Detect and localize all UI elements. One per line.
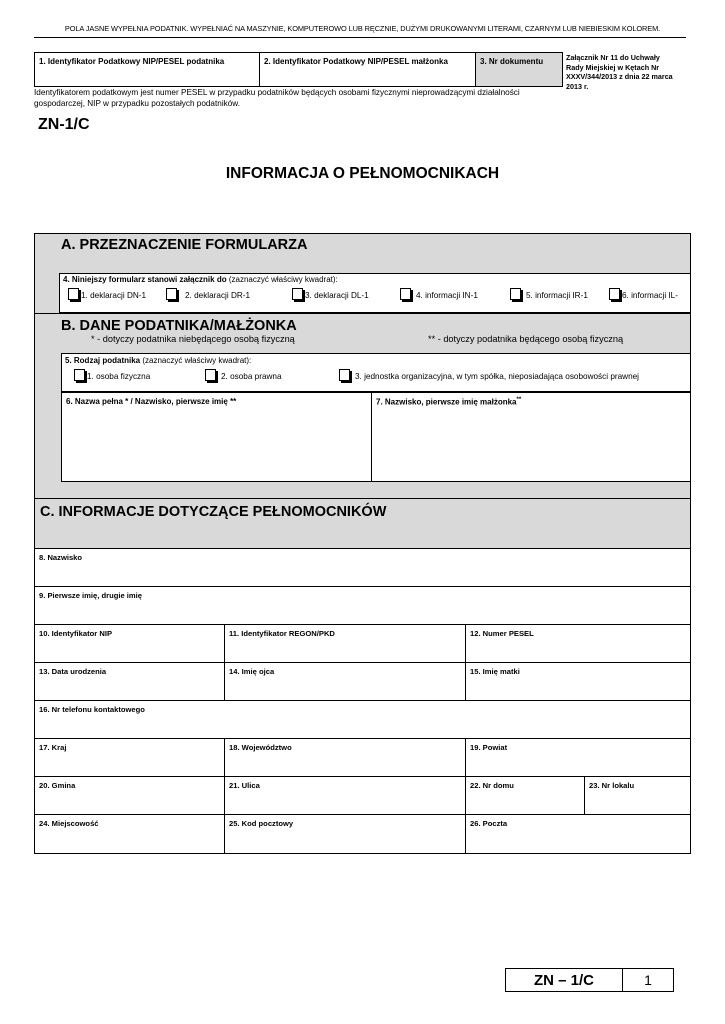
field-9-label: 9. Pierwsze imię, drugie imię [39, 591, 142, 600]
field-4-label [63, 275, 338, 284]
form-title: INFORMACJA O PEŁNOMOCNIKACH [225, 165, 500, 182]
field-24-city[interactable] [34, 814, 225, 854]
footer-page-number: 1 [622, 968, 674, 992]
field-16-label: 16. Nr telefonu kontaktowego [39, 705, 145, 714]
checkbox-dl1-label: 3. deklaracji DL-1 [305, 291, 369, 300]
identifier-info-line: gospodarczej, NIP w przypadku pozostałych podatników. [34, 99, 241, 108]
field-24-label: 24. Miejscowość [39, 819, 99, 828]
field-7-spouse-name[interactable] [371, 392, 691, 482]
spouse-id-field[interactable] [259, 52, 476, 87]
checkbox-dl1[interactable] [292, 288, 369, 300]
annex-line: Rady Miejskiej w Kętach Nr [566, 62, 660, 72]
checkbox-il-label: 6. informacji IL- [622, 291, 678, 300]
field-10-nip[interactable] [34, 624, 225, 663]
checkbox-square-icon [339, 369, 350, 381]
field-21-label: 21. Ulica [229, 781, 260, 790]
checkbox-dr1-label: 2. deklaracji DR-1 [185, 291, 251, 300]
fill-instruction: POLA JASNE WYPEŁNIA PODATNIK. WYPEŁNIAĆ NA MASZYNIE, KOMPUTEROWO LUB RĘCZNIE, DUŻYMI DRUKOWANYMI LITERAMI, CZARNYM LUB NIEBIESKIM KOLOREM. [64, 24, 661, 33]
section-a-title: A. PRZEZNACZENIE FORMULARZA [61, 237, 308, 253]
section-b-title: B. DANE PODATNIKA/MAŁŻONKA [61, 318, 297, 334]
field-18-voivodeship[interactable] [224, 738, 466, 777]
identifier-info-line: Identyfikatorem podatkowym jest numer PESEL w przypadku podatników będących osobami fizycznymi nieprowadzącymi działalności [34, 88, 520, 97]
section-c [34, 498, 691, 549]
note-natural-person: ** - dotyczy podatnika będącego osobą fizyczną [428, 334, 624, 344]
field-19-county[interactable] [465, 738, 691, 777]
field-17-country[interactable] [34, 738, 225, 777]
field-16-phone[interactable] [34, 700, 691, 739]
taxpayer-id-field[interactable] [34, 52, 260, 87]
annex-line: Załącznik Nr 11 do Uchwały [566, 53, 660, 62]
checkbox-in1-label: 4. informacji IN-1 [416, 291, 478, 300]
checkbox-organizational-unit-label: 3. jednostka organizacyjna, w tym spółka, nieposiadająca osobowości prawnej [355, 372, 639, 381]
field-7-superscript: ** [516, 397, 522, 403]
section-c-title: C. INFORMACJE DOTYCZĄCE PEŁNOMOCNIKÓW [40, 504, 387, 520]
field-12-pesel[interactable] [465, 624, 691, 663]
field-11-label: 11. Identyfikator REGON/PKD [229, 629, 335, 638]
field-13-label: 13. Data urodzenia [39, 667, 107, 676]
checkbox-square-icon [166, 288, 177, 300]
field-15-label: 15. Imię matki [470, 667, 520, 676]
field-21-street[interactable] [224, 776, 466, 815]
checkbox-in1[interactable] [400, 288, 478, 300]
top-divider [34, 37, 686, 38]
field-26-post-office[interactable] [465, 814, 691, 854]
field-7-label [376, 397, 521, 407]
field-20-municipality[interactable] [34, 776, 225, 815]
annex-line: 2013 r. [566, 81, 589, 91]
checkbox-square-icon [292, 288, 303, 300]
checkbox-ir1[interactable] [510, 288, 588, 300]
field-22-label: 22. Nr domu [470, 781, 514, 790]
field-6-full-name[interactable] [61, 392, 372, 482]
checkbox-square-icon [74, 369, 85, 381]
identifier-info [34, 87, 554, 109]
field-18-label: 18. Województwo [229, 743, 292, 752]
field-6-label: 6. Nazwa pełna * / Nazwisko, pierwsze imię ** [66, 397, 237, 406]
field-5 [61, 353, 691, 392]
checkbox-square-icon [400, 288, 411, 300]
checkbox-natural-person-label: 1. osoba fizyczna [87, 372, 151, 381]
checkbox-legal-person[interactable] [205, 369, 282, 381]
field-4-label-note: (zaznaczyć właściwy kwadrat): [226, 275, 338, 284]
annex-line: XXXV/344/2013 z dnia 22 marca [566, 72, 673, 82]
checkbox-dn1-label: 1. deklaracji DN-1 [81, 291, 147, 300]
checkbox-ir1-label: 5. informacji IR-1 [526, 291, 588, 300]
field-10-label: 10. Identyfikator NIP [39, 629, 113, 638]
field-14-label: 14. Imię ojca [229, 667, 275, 676]
checkbox-square-icon [68, 288, 79, 300]
field-22-house-number[interactable] [465, 776, 585, 815]
field-9-first-names[interactable] [34, 586, 691, 625]
field-11-regon[interactable] [224, 624, 466, 663]
field-5-label [65, 356, 251, 365]
field-5-label-note: (zaznaczyć właściwy kwadrat): [140, 356, 252, 365]
field-8-label: 8. Nazwisko [39, 553, 83, 562]
field-15-mother-name[interactable] [465, 662, 691, 701]
checkbox-square-icon [609, 288, 620, 300]
field-19-label: 19. Powiat [470, 743, 508, 752]
checkbox-legal-person-label: 2. osoba prawna [221, 372, 282, 381]
footer-form-code: ZN – 1/C [505, 968, 623, 992]
spouse-id-label: 2. Identyfikator Podatkowy NIP/PESEL małżonka [264, 57, 448, 66]
field-5-label-bold: 5. Rodzaj podatnika [65, 356, 141, 365]
field-23-apartment-number[interactable] [584, 776, 691, 815]
field-8-surname[interactable] [34, 548, 691, 587]
field-25-label: 25. Kod pocztowy [229, 819, 294, 828]
note-legal-entity: * - dotyczy podatnika niebędącego osobą fizyczną [91, 334, 295, 344]
checkbox-dn1[interactable] [68, 288, 146, 300]
field-14-father-name[interactable] [224, 662, 466, 701]
field-12-label: 12. Numer PESEL [470, 629, 534, 638]
checkbox-dr1[interactable] [166, 288, 250, 300]
checkbox-square-icon [510, 288, 521, 300]
taxpayer-id-label: 1. Identyfikator Podatkowy NIP/PESEL podatnika [39, 57, 225, 66]
checkbox-square-icon [205, 369, 216, 381]
field-23-label: 23. Nr lokalu [589, 781, 635, 790]
checkbox-organizational-unit[interactable] [339, 369, 639, 381]
form-code: ZN-1/C [38, 116, 90, 133]
checkbox-il[interactable] [609, 288, 678, 300]
document-number-field [475, 52, 563, 87]
field-4-label-bold: 4. Niniejszy formularz stanowi załącznik do [63, 275, 227, 284]
document-number-label: 3. Nr dokumentu [480, 57, 544, 66]
field-25-postal-code[interactable] [224, 814, 466, 854]
annex-note [566, 53, 686, 91]
field-17-label: 17. Kraj [39, 743, 67, 752]
field-4 [59, 273, 691, 313]
field-20-label: 20. Gmina [39, 781, 76, 790]
field-13-birth-date[interactable] [34, 662, 225, 701]
checkbox-natural-person[interactable] [74, 369, 150, 381]
field-7-label-text: 7. Nazwisko, pierwsze imię małżonka [376, 397, 517, 407]
field-26-label: 26. Poczta [470, 819, 508, 828]
